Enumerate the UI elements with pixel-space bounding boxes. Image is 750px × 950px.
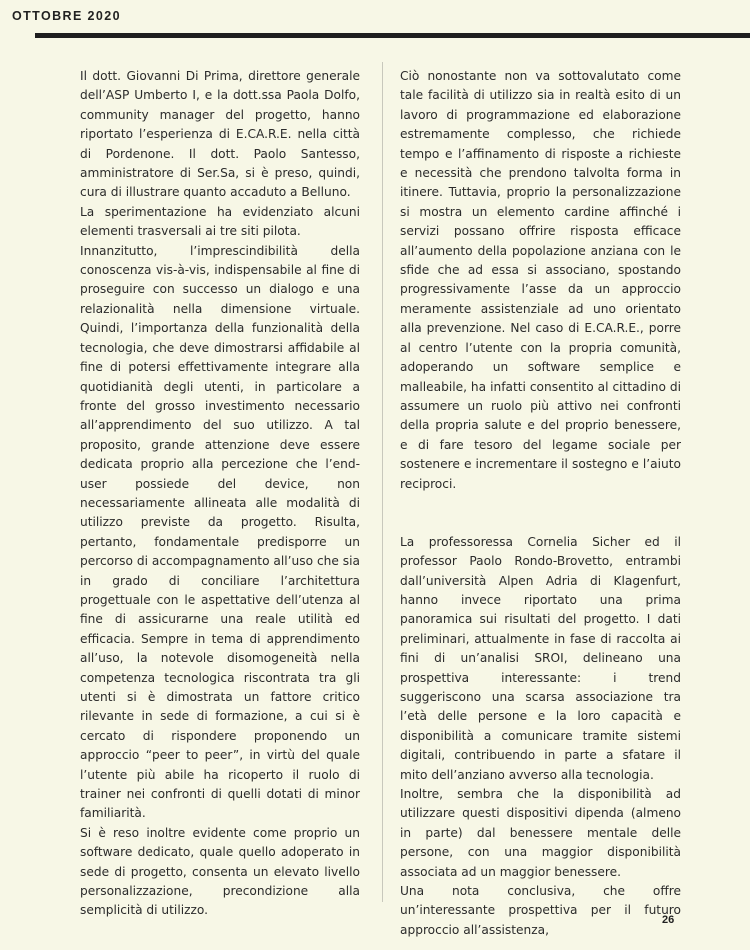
paragraph-spacer (400, 494, 681, 513)
paragraph-results: La professoressa Cornelia Sicher ed il professor Paolo Rondo-Brovetto, entrambi dall’università Alpen Adria di Klagenfurt, hanno invece riportato una prima panoramica sui risultati del progetto. I dati preliminari, attualmente in fase di raccolta ai fini di un’analisi SROI, delineano una prospettiva interessante: i trend suggeriscono una scarsa associazione tra l’età delle persone e la loro capacità e disponibilità a comunicare tramite sistemi digitali, contribuendo in parte a sfatare il mito dell’anziano avverso alla tecnologia. (400, 534, 681, 782)
page-number: 26 (662, 914, 675, 926)
paragraph-conclusion: Una nota conclusiva, che offre un’interessante prospettiva per il futuro approccio all’assistenza, (400, 884, 681, 937)
paragraph-speakers: Il dott. Giovanni Di Prima, direttore generale dell’ASP Umberto I, e la dott.ssa Paola Dolfo, community manager del progetto, hanno riportato l’esperienza di E.CA.R.E. nella città di Pordenone. Il dott. Paolo Santesso, amministratore di Ser.Sa, si è preso, quindi, cura di illustrare quanto accaduto a Belluno. (80, 69, 360, 200)
paragraph-findings: Innanzitutto, l’imprescindibilità della conoscenza vis-à-vis, indispensabile al fine di proseguire con successo un dialogo e una relazionalità nella dimensione virtuale. Quindi, l’importanza della funzionalità della tecnologia, che deve dimostrarsi affidabile al fine di potersi effettivamente integrare alla quotidianità degli utenti, in particolare a fronte del grosso investimento necessario all’apprendimento del suo utilizzo. A tal proposito, grande attenzione deve essere dedicata proprio alla percezione che l’end-user possiede del device, non necessariamente allineata alle modalità di utilizzo previste da progetto. Risulta, pertanto, fondamentale predisporre un percorso di accompagnamento all’uso che sia in grado di conciliare l’architettura progettuale con le aspettative dell’utenza al fine di assicurarne una reale utilità ed efficacia. Sempre in tema di apprendimento all’uso, la notevole disomogeneità nella competenza tecnologica riscontrata tra gli utenti si è dimostrata un fattore critico rilevante in sede di formazione, a cui si è cercato di rispondere proponendo un approccio “peer to peer”, in virtù del quale l’utente più abile ha ricoperto il ruolo di trainer nei confronti di quelli dotati di minor familiarità. (80, 243, 360, 821)
issue-date-header: OTTOBRE 2020 (12, 9, 121, 23)
paragraph-wellbeing: Inoltre, sembra che la disponibilità ad utilizzare questi dispositivi dipenda (almeno in parte) dal benessere mentale delle persone, con una maggior disponibilità associata ad un maggior benessere. (400, 787, 681, 879)
paragraph-pilot-sites: La sperimentazione ha evidenziato alcuni elementi trasversali ai tre siti pilota. (80, 204, 360, 239)
paragraph-spacer (400, 513, 681, 532)
header-rule (35, 33, 750, 38)
paragraph-software: Si è reso inoltre evidente come proprio un software dedicato, quale quello adoperato in sede di progetto, consenta un elevato livello personalizzazione, precondizione alla semplicità di utilizzo. (80, 825, 360, 918)
paragraph-personalization: Ciò nonostante non va sottovalutato come tale facilità di utilizzo sia in realtà esito di un lavoro di programmazione ed elaborazione estremamente complesso, che richiede tempo e l’affinamento di risposte a richieste e necessità che prendono talvolta forma in itinere. Tuttavia, proprio la personalizzazione si mostra un elemento cardine affinché i servizi possano offrire risposta efficace all’aumento della popolazione anziana con le sfide che ad essa si associano, spostando progressivamente l’asse da un approccio meramente assistenziale ad uno orientato alla prevenzione. Nel caso di E.CA.R.E., porre al centro l’utente con la propria comunità, adoperando un software semplice e malleabile, ha infatti consentito al cittadino di assumere un ruolo più attivo nei confronti della propria salute e del proprio benessere, e di fare tesoro del legame sociale per sostenere e incrementare il sostegno e l’aiuto reciproci. (400, 69, 681, 491)
column-divider (382, 62, 383, 902)
right-column (400, 67, 681, 940)
left-column (80, 67, 360, 921)
